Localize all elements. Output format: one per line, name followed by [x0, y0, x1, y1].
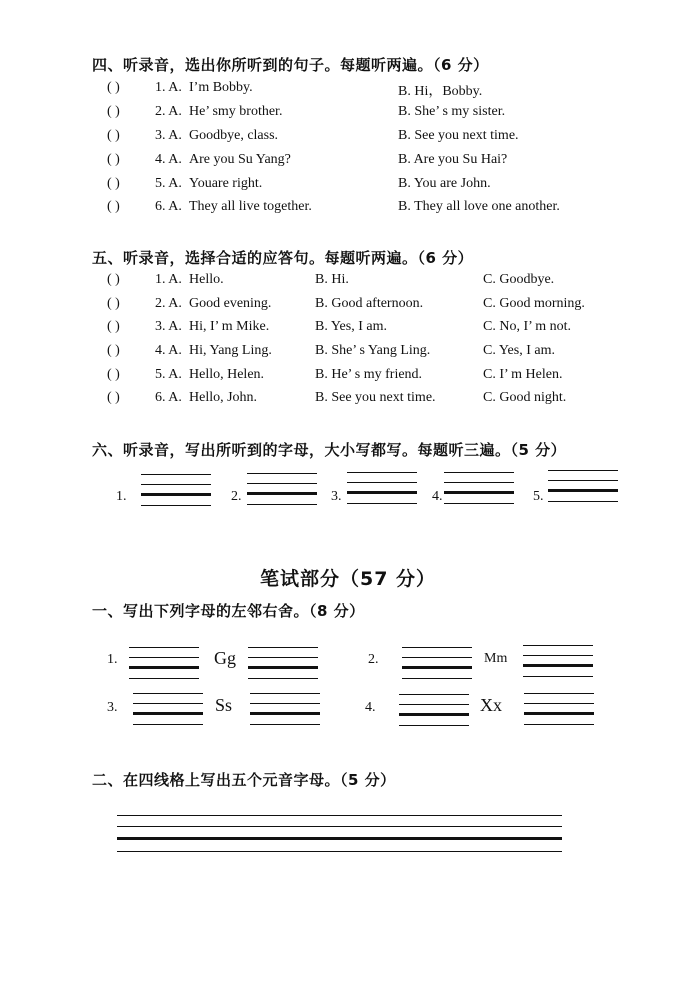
question-number: 6. A. [155, 199, 182, 214]
four-line-grid[interactable] [444, 472, 514, 508]
answer-blank[interactable]: ( ) [107, 319, 120, 334]
four-line-grid[interactable] [247, 473, 317, 509]
question-row [0, 80, 696, 100]
option-a: Are you Su Yang? [189, 152, 291, 167]
part2-heading: 二、在四线格上写出五个元音字母。（5 分） [92, 771, 396, 789]
question-number: 1. A. [155, 272, 182, 287]
four-line-grid[interactable] [117, 815, 562, 855]
option-b: B. Hi. [315, 272, 349, 287]
option-b: B. She’ s Yang Ling. [315, 343, 431, 358]
option-c: C. Yes, I am. [483, 343, 555, 358]
question-number: 4. A. [155, 343, 182, 358]
option-a: I’m Bobby. [189, 80, 253, 95]
answer-blank[interactable]: ( ) [107, 176, 120, 191]
question-row [0, 367, 696, 387]
four-line-grid[interactable] [141, 474, 211, 510]
question-row [0, 296, 696, 316]
letter-item-number: 2. [368, 652, 379, 667]
answer-blank[interactable]: ( ) [107, 199, 120, 214]
right-neighbour-grid[interactable] [248, 647, 318, 683]
right-neighbour-grid[interactable] [524, 693, 594, 729]
right-neighbour-grid[interactable] [523, 645, 593, 681]
option-a: Hello, John. [189, 390, 258, 405]
four-line-grid[interactable] [347, 472, 417, 508]
left-neighbour-grid[interactable] [129, 647, 199, 683]
question-row [0, 128, 696, 148]
letter-item-number: 4. [432, 489, 443, 504]
question-number: 5. A. [155, 176, 182, 191]
question-row [0, 319, 696, 339]
option-a: Good evening. [189, 296, 272, 311]
question-row [0, 199, 696, 219]
answer-blank[interactable]: ( ) [107, 390, 120, 405]
left-neighbour-grid[interactable] [133, 693, 203, 729]
option-c: C. Goodbye. [483, 272, 555, 287]
letter-item-number: 4. [365, 700, 376, 715]
option-a: Youare right. [189, 176, 263, 191]
part1-heading: 一、写出下列字母的左邻右舍。（8 分） [92, 602, 365, 620]
option-b: B. He’ s my friend. [315, 367, 423, 382]
given-letter: Gg [214, 648, 236, 668]
question-row [0, 152, 696, 172]
answer-blank[interactable]: ( ) [107, 272, 120, 287]
question-number: 2. A. [155, 104, 182, 119]
option-a: Hello. [189, 272, 224, 287]
letter-item-number: 3. [331, 489, 342, 504]
answer-blank[interactable]: ( ) [107, 104, 120, 119]
option-b: B. See you next time. [315, 390, 436, 405]
letter-item-number: 5. [533, 489, 544, 504]
written-part-title: 笔试部分（57 分） [259, 568, 437, 590]
option-a: Goodbye, class. [189, 128, 279, 143]
left-neighbour-grid[interactable] [402, 647, 472, 683]
section5-heading: 五、听录音，选择合适的应答句。每题听两遍。（6 分） [92, 249, 474, 267]
given-letter: Xx [480, 695, 502, 715]
answer-blank[interactable]: ( ) [107, 343, 120, 358]
answer-blank[interactable]: ( ) [107, 80, 120, 95]
section4-heading: 四、听录音，选出你所听到的句子。每题听两遍。（6 分） [92, 56, 489, 74]
letter-item-number: 1. [107, 652, 118, 667]
answer-blank[interactable]: ( ) [107, 367, 120, 382]
option-a: Hi, I’ m Mike. [189, 319, 270, 334]
question-number: 6. A. [155, 390, 182, 405]
option-a: Hello, Helen. [189, 367, 265, 382]
letter-item-number: 2. [231, 489, 242, 504]
question-number: 3. A. [155, 319, 182, 334]
option-c: C. Good night. [483, 390, 567, 405]
question-number: 5. A. [155, 367, 182, 382]
given-letter: Ss [215, 695, 233, 715]
answer-blank[interactable]: ( ) [107, 296, 120, 311]
option-a: He’ smy brother. [189, 104, 283, 119]
answer-blank[interactable]: ( ) [107, 152, 120, 167]
letter-item-number: 3. [107, 700, 118, 715]
question-number: 2. A. [155, 296, 182, 311]
question-row [0, 104, 696, 124]
option-b: B. You are John. [398, 176, 491, 191]
question-row [0, 390, 696, 410]
given-letter: Mm [484, 651, 508, 666]
answer-blank[interactable]: ( ) [107, 128, 120, 143]
four-line-grid[interactable] [548, 470, 618, 506]
option-b: B. Yes, I am. [315, 319, 387, 334]
option-b: B. Good afternoon. [315, 296, 424, 311]
option-c: C. No, I’ m not. [483, 319, 572, 334]
letter-item-number: 1. [116, 489, 127, 504]
question-row [0, 176, 696, 196]
section6-heading: 六、听录音，写出所听到的字母，大小写都写。每题听三遍。（5 分） [92, 441, 567, 459]
option-b: B. See you next time. [398, 128, 519, 143]
option-c: C. Good morning. [483, 296, 585, 311]
option-a: They all live together. [189, 199, 312, 214]
question-number: 1. A. [155, 80, 182, 95]
option-a: Hi, Yang Ling. [189, 343, 272, 358]
option-b: B. Are you Su Hai? [398, 152, 508, 167]
question-number: 4. A. [155, 152, 182, 167]
option-b: B. Hi，Bobby. [398, 84, 483, 99]
option-c: C. I’ m Helen. [483, 367, 563, 382]
left-neighbour-grid[interactable] [399, 694, 469, 730]
question-row [0, 272, 696, 292]
question-number: 3. A. [155, 128, 182, 143]
option-b: B. She’ s my sister. [398, 104, 506, 119]
option-b: B. They all love one another. [398, 199, 560, 214]
right-neighbour-grid[interactable] [250, 693, 320, 729]
question-row [0, 343, 696, 363]
